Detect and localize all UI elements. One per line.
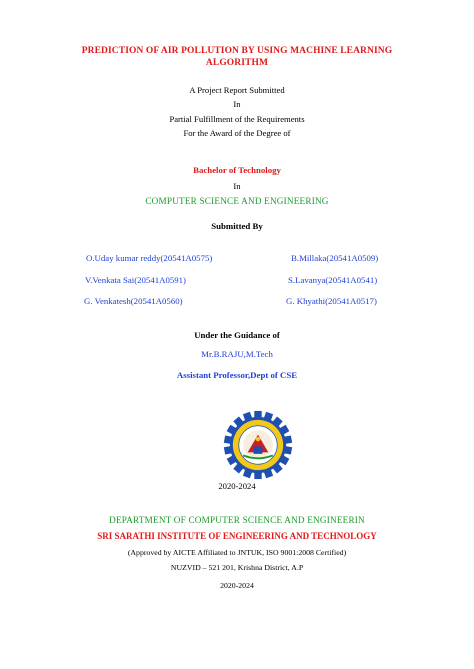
submission-line-2: In bbox=[233, 99, 241, 109]
guide-title: Assistant Professor,Dept of CSE bbox=[176, 370, 298, 380]
degree-branch: COMPUTER SCIENCE AND ENGINEERING bbox=[145, 196, 329, 206]
student-name-right-2: S.Lavanya(20541A0541) bbox=[288, 275, 378, 285]
emblem-book bbox=[254, 446, 263, 453]
footer-year: 2020-2024 bbox=[220, 581, 254, 590]
college-emblem-icon bbox=[221, 408, 295, 482]
guidance-heading: Under the Guidance of bbox=[194, 330, 280, 340]
institute-name: SRI SARATHI INSTITUTE OF ENGINEERING AND TECHNOLOGY bbox=[97, 531, 377, 541]
approval-line: (Approved by AICTE Affiliated to JNTUK, ISO 9001:2008 Certified) bbox=[127, 548, 347, 557]
emblem-star bbox=[256, 437, 260, 441]
report-title-line-2: ALGORITHM bbox=[205, 58, 269, 68]
student-name-left-3: G. Venkatesh(20541A0560) bbox=[84, 296, 183, 306]
student-name-left-2: V.Venkata Sai(20541A0591) bbox=[85, 275, 186, 285]
report-title-line-1: PREDICTION OF AIR POLLUTION BY USING MACHINE LEARNING bbox=[81, 46, 393, 56]
address-line: NUZVID – 521 201, Krishna District, A.P bbox=[170, 563, 304, 572]
submission-line-3: Partial Fulfillment of the Requirements bbox=[169, 114, 305, 124]
guide-name: Mr.B.RAJU,M.Tech bbox=[201, 349, 273, 359]
department-name: DEPARTMENT OF COMPUTER SCIENCE AND ENGINEERIN bbox=[109, 515, 365, 525]
submitted-by-heading: Submitted By bbox=[211, 221, 263, 231]
degree-in: In bbox=[233, 181, 241, 191]
student-name-left-1: O.Uday kumar reddy(20541A0575) bbox=[86, 253, 213, 263]
degree-name: Bachelor of Technology bbox=[193, 165, 281, 175]
submission-line-1: A Project Report Submitted bbox=[189, 85, 285, 95]
student-name-right-3: G. Khyathi(20541A0517) bbox=[286, 296, 377, 306]
logo-year: 2020-2024 bbox=[218, 481, 256, 491]
student-name-right-1: B.Millaka(20541A0509) bbox=[291, 253, 379, 263]
submission-line-4: For the Award of the Degree of bbox=[183, 128, 291, 138]
